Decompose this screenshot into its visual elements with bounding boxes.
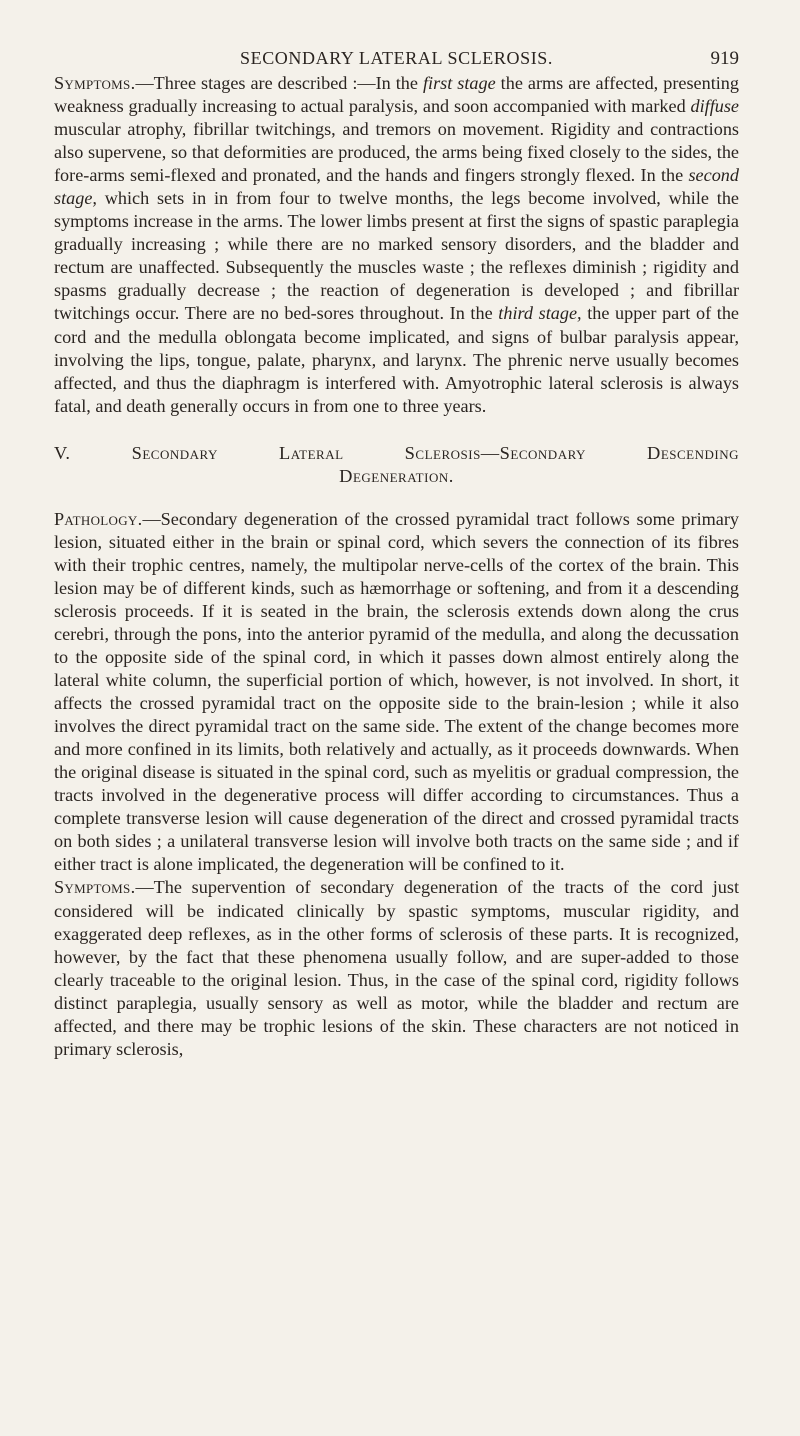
emphasis: first stage xyxy=(422,73,496,93)
text-run: the upper part of the cord and the medulla oblongata become implicated, and signs of bulbar paralysis appear, involving the lips, tongue, palate, pharynx, and larynx. The phrenic nerve usually becomes affected, and thus the diaphragm is interfered with. Amyotrophic lateral sclerosis is always fatal, and death generally occurs in from one to three years. xyxy=(54,303,739,416)
emphasis: third stage, xyxy=(498,303,582,324)
emphasis: second stage, xyxy=(54,165,739,209)
text-run: —Three stages are described :—In the xyxy=(135,73,423,93)
paragraph-pathology xyxy=(54,508,739,877)
running-header xyxy=(54,22,739,72)
paragraph-lead: Symptoms. xyxy=(54,73,136,93)
paragraph-lead: Pathology. xyxy=(54,508,143,529)
running-title: SECONDARY LATERAL SCLEROSIS. xyxy=(240,48,553,68)
section-heading xyxy=(54,442,739,488)
paragraph-symptoms-secondary xyxy=(54,876,739,1060)
page-number: 919 xyxy=(710,48,739,69)
text-run: which sets in in from four to twelve months, the legs become involved, while the symptoms increase in the arms. The lower limbs present at first the signs of spastic paraplegia gradually increasing ; while there are no marked sensory disorders, and the bladder and rectum are unaffected. Subsequently the muscles waste ; the reflexes diminish ; rigidity and spasms gradually decrease ; the reaction of degeneration is developed ; and fibrillar twitchings occur. There are no bed-sores throughout. In the xyxy=(54,188,739,324)
text-run: the arms are affected, presenting weakness gradually increasing to actual paralysis, and soon accompanied with marked xyxy=(54,73,739,117)
text-run: muscular atrophy, fibrillar twitchings, and tremors on movement. Rigidity and contractions also supervene, so that deformities are produced, the arms being fixed closely to the sides, the fore-arms semi-flexed and pronated, and the hands and fingers strongly flexed. In the xyxy=(54,119,739,186)
paragraph-symptoms-amyotrophic xyxy=(54,72,739,418)
text-run: —The supervention of secondary degeneration of the tracts of the cord just considered will be indicated clinically by spastic symptoms, muscular rigidity, and exaggerated deep reflexes, as in the other forms of sclerosis of these parts. It is recognized, however, by the fact that these phenomena usually follow, and are super-added to those clearly traceable to the original lesion. Thus, in the case of the spinal cord, rigidity follows distinct paraplegia, usually sensory as well as motor, while the bladder and rectum are affected, and there may be trophic lesions of the skin. These characters are not noticed in primary sclerosis, xyxy=(54,877,739,1059)
paragraph-lead: Symptoms. xyxy=(54,877,136,898)
section-heading-line1: V. Secondary Lateral Sclerosis—Secondary Descending xyxy=(54,442,739,463)
section-heading-line2: Degeneration. xyxy=(339,465,454,486)
emphasis: diffuse xyxy=(690,96,739,117)
text-run: —Secondary degeneration of the crossed pyramidal tract follows some primary lesion, situated either in the brain or spinal cord, which severs the connection of its fibres with their trophic centres, namely, the multipolar nerve-cells of the cortex of the brain. This lesion may be of different kinds, such as hæmorrhage or softening, and from it a descending sclerosis proceeds. If it is seated in the brain, the sclerosis extends down along the crus cerebri, through the pons, into the anterior pyramid of the medulla, and along the decussation to the opposite side of the spinal cord, in which it passes down almost entirely along the lateral white column, the superficial portion of which, however, is not involved. In short, it affects the crossed pyramidal tract on the opposite side to the brain-lesion ; while it also involves the direct pyramidal tract on the same side. The extent of the change becomes more and more confined in its limits, both relatively and actually, as it proceeds downwards. When the original disease is situated in the spinal cord, such as myelitis or gradual compression, the tracts involved in the degenerative process will differ according to circumstances. Thus a complete transverse lesion will cause degeneration of the direct and crossed pyramidal tracts on both sides ; a unilateral transverse lesion will involve both tracts on the same side ; and if either tract is alone implicated, the degeneration will be confined to it. xyxy=(54,508,739,875)
